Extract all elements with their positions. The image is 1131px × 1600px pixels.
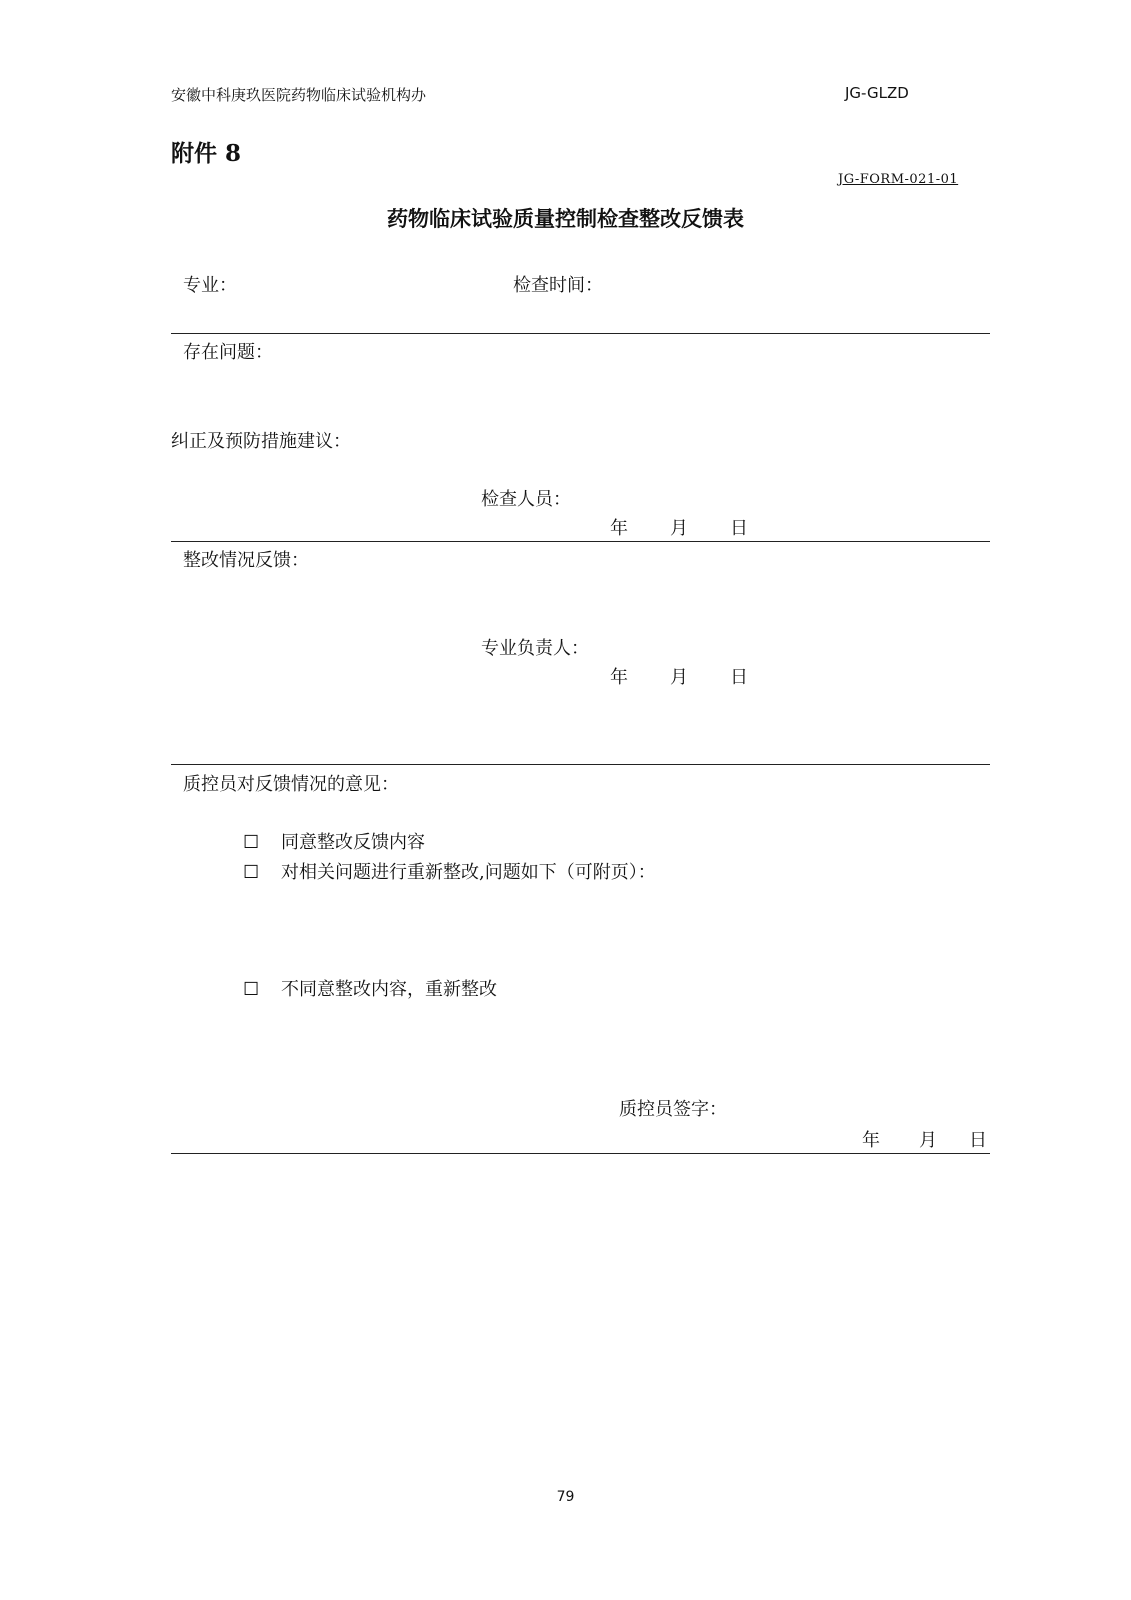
- specialty-lead-label: 专业负责人：: [481, 638, 589, 659]
- qc-opinion-label: 质控员对反馈情况的意见：: [183, 774, 399, 795]
- date-year: 年: [610, 667, 628, 688]
- option-agree[interactable]: [243, 828, 425, 854]
- checkbox-icon[interactable]: ☐: [243, 979, 260, 1000]
- option-label: 对相关问题进行重新整改,问题如下（可附页）：: [281, 862, 656, 883]
- option-disagree[interactable]: [243, 975, 497, 1001]
- inspector-date: [610, 514, 748, 540]
- date-year: 年: [862, 1130, 880, 1151]
- inspector-label: 检查人员：: [481, 489, 571, 510]
- problems-label: 存在问题：: [183, 342, 273, 363]
- date-month: 月: [670, 667, 688, 688]
- header-organization: 安徽中科庚玖医院药物临床试验机构办: [171, 86, 427, 104]
- divider: [171, 1153, 990, 1154]
- divider: [171, 764, 990, 765]
- specialty-lead-date: [610, 663, 748, 689]
- date-month: 月: [919, 1130, 937, 1151]
- divider: [171, 333, 990, 334]
- page-number: 79: [556, 1489, 575, 1505]
- inspection-time-label: 检查时间：: [513, 275, 603, 296]
- date-day: 日: [730, 518, 748, 539]
- date-day: 日: [730, 667, 748, 688]
- checkbox-icon[interactable]: ☐: [243, 832, 260, 853]
- date-month: 月: [670, 518, 688, 539]
- checkbox-icon[interactable]: ☐: [243, 862, 260, 883]
- specialty-label: 专业：: [183, 275, 237, 296]
- option-label: 同意整改反馈内容: [281, 832, 425, 853]
- option-rectify[interactable]: [243, 858, 656, 884]
- attachment-label: 附件 8: [171, 140, 242, 167]
- suggestions-label: 纠正及预防措施建议：: [171, 431, 351, 452]
- form-code: JG-FORM-021-01: [838, 172, 959, 187]
- qc-signature-label: 质控员签字：: [619, 1099, 727, 1120]
- date-year: 年: [610, 518, 628, 539]
- date-day: 日: [969, 1130, 987, 1151]
- divider: [171, 541, 990, 542]
- qc-signature-date: [862, 1126, 987, 1152]
- header-doc-code: JG-GLZD: [845, 84, 909, 102]
- feedback-label: 整改情况反馈：: [183, 550, 309, 571]
- page-title: 药物临床试验质量控制检查整改反馈表: [387, 206, 744, 231]
- option-label: 不同意整改内容，重新整改: [281, 979, 497, 1000]
